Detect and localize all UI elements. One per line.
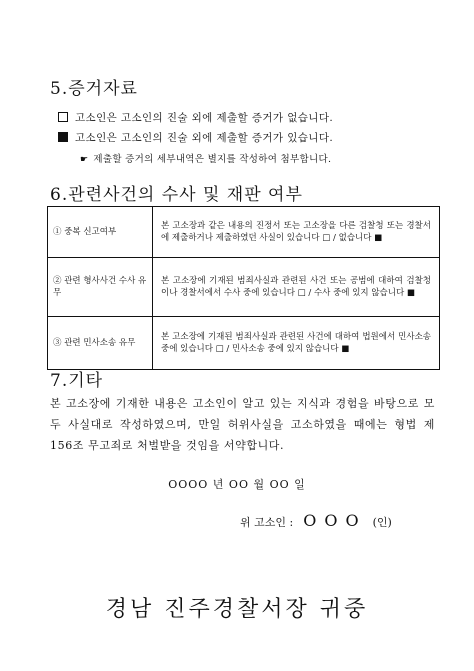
evidence-note [80,151,331,165]
evidence-option-exists-label: 고소인은 고소인의 진술 외에 제출할 증거가 있습니다. [75,132,334,144]
signature-label: 위 고소인 : [240,516,294,529]
oath-paragraph: 본 고소장에 기재한 내용은 고소인이 알고 있는 지식과 경험을 바탕으로 모두 사실대로 작성하였으며, 만일 허위사실을 고소하였을 때에는 형법 제156조 무고죄로 처벌받을 것임을 서약합니다. [50,397,435,452]
table-row [48,258,440,317]
empty-checkbox-icon [58,112,68,122]
row-label-duplicate: ① 중복 신고여부 [48,207,153,258]
section6-heading: 6.관련사건의 수사 및 재판 여부 [50,185,303,205]
table-row [48,207,440,258]
row-label-civil: ③ 관련 민사소송 유무 [48,317,153,370]
row-content-civil: 본 고소장에 기재된 범죄사실과 관련된 사건에 대하여 법원에서 민사소송 중에 있습니다 □ / 민사소송 중에 있지 않습니다 ■ [153,317,440,370]
section7-heading: 7.기타 [50,371,104,391]
row-content-duplicate: 본 고소장과 같은 내용의 진정서 또는 고소장을 다른 검찰청 또는 경찰서에 제출하거나 제출하였던 사실이 있습니다 □ / 없습니다 ■ [153,207,440,258]
evidence-option-exists [58,130,333,145]
evidence-option-none [58,110,333,125]
pointing-hand-icon: ☛ [80,155,89,165]
date-line: OOOO 년 OO 월 OO 일 [168,478,306,491]
addressee: 경남 진주경찰서장 귀중 [105,597,369,622]
table-row [48,317,440,370]
seal-mark: (인) [372,516,392,529]
signature-name-mark: OOO [303,511,367,530]
signature-line [240,511,392,530]
evidence-option-none-label: 고소인은 고소인의 진술 외에 제출할 증거가 없습니다. [75,112,334,124]
row-label-criminal: ② 관련 형사사건 수사 유무 [48,258,153,317]
section5-heading: 5.증거자료 [50,79,138,99]
related-cases-table [47,206,440,370]
filled-checkbox-icon [58,132,68,142]
evidence-note-text: 제출할 증거의 세부내역은 별지를 작성하여 첨부합니다. [93,154,332,165]
row-content-criminal: 본 고소장에 기재된 범죄사실과 관련된 사건 또는 공범에 대하여 검찰청이나 경찰서에서 수사 중에 있습니다 □ / 수사 중에 있지 않습니다 ■ [153,258,440,317]
